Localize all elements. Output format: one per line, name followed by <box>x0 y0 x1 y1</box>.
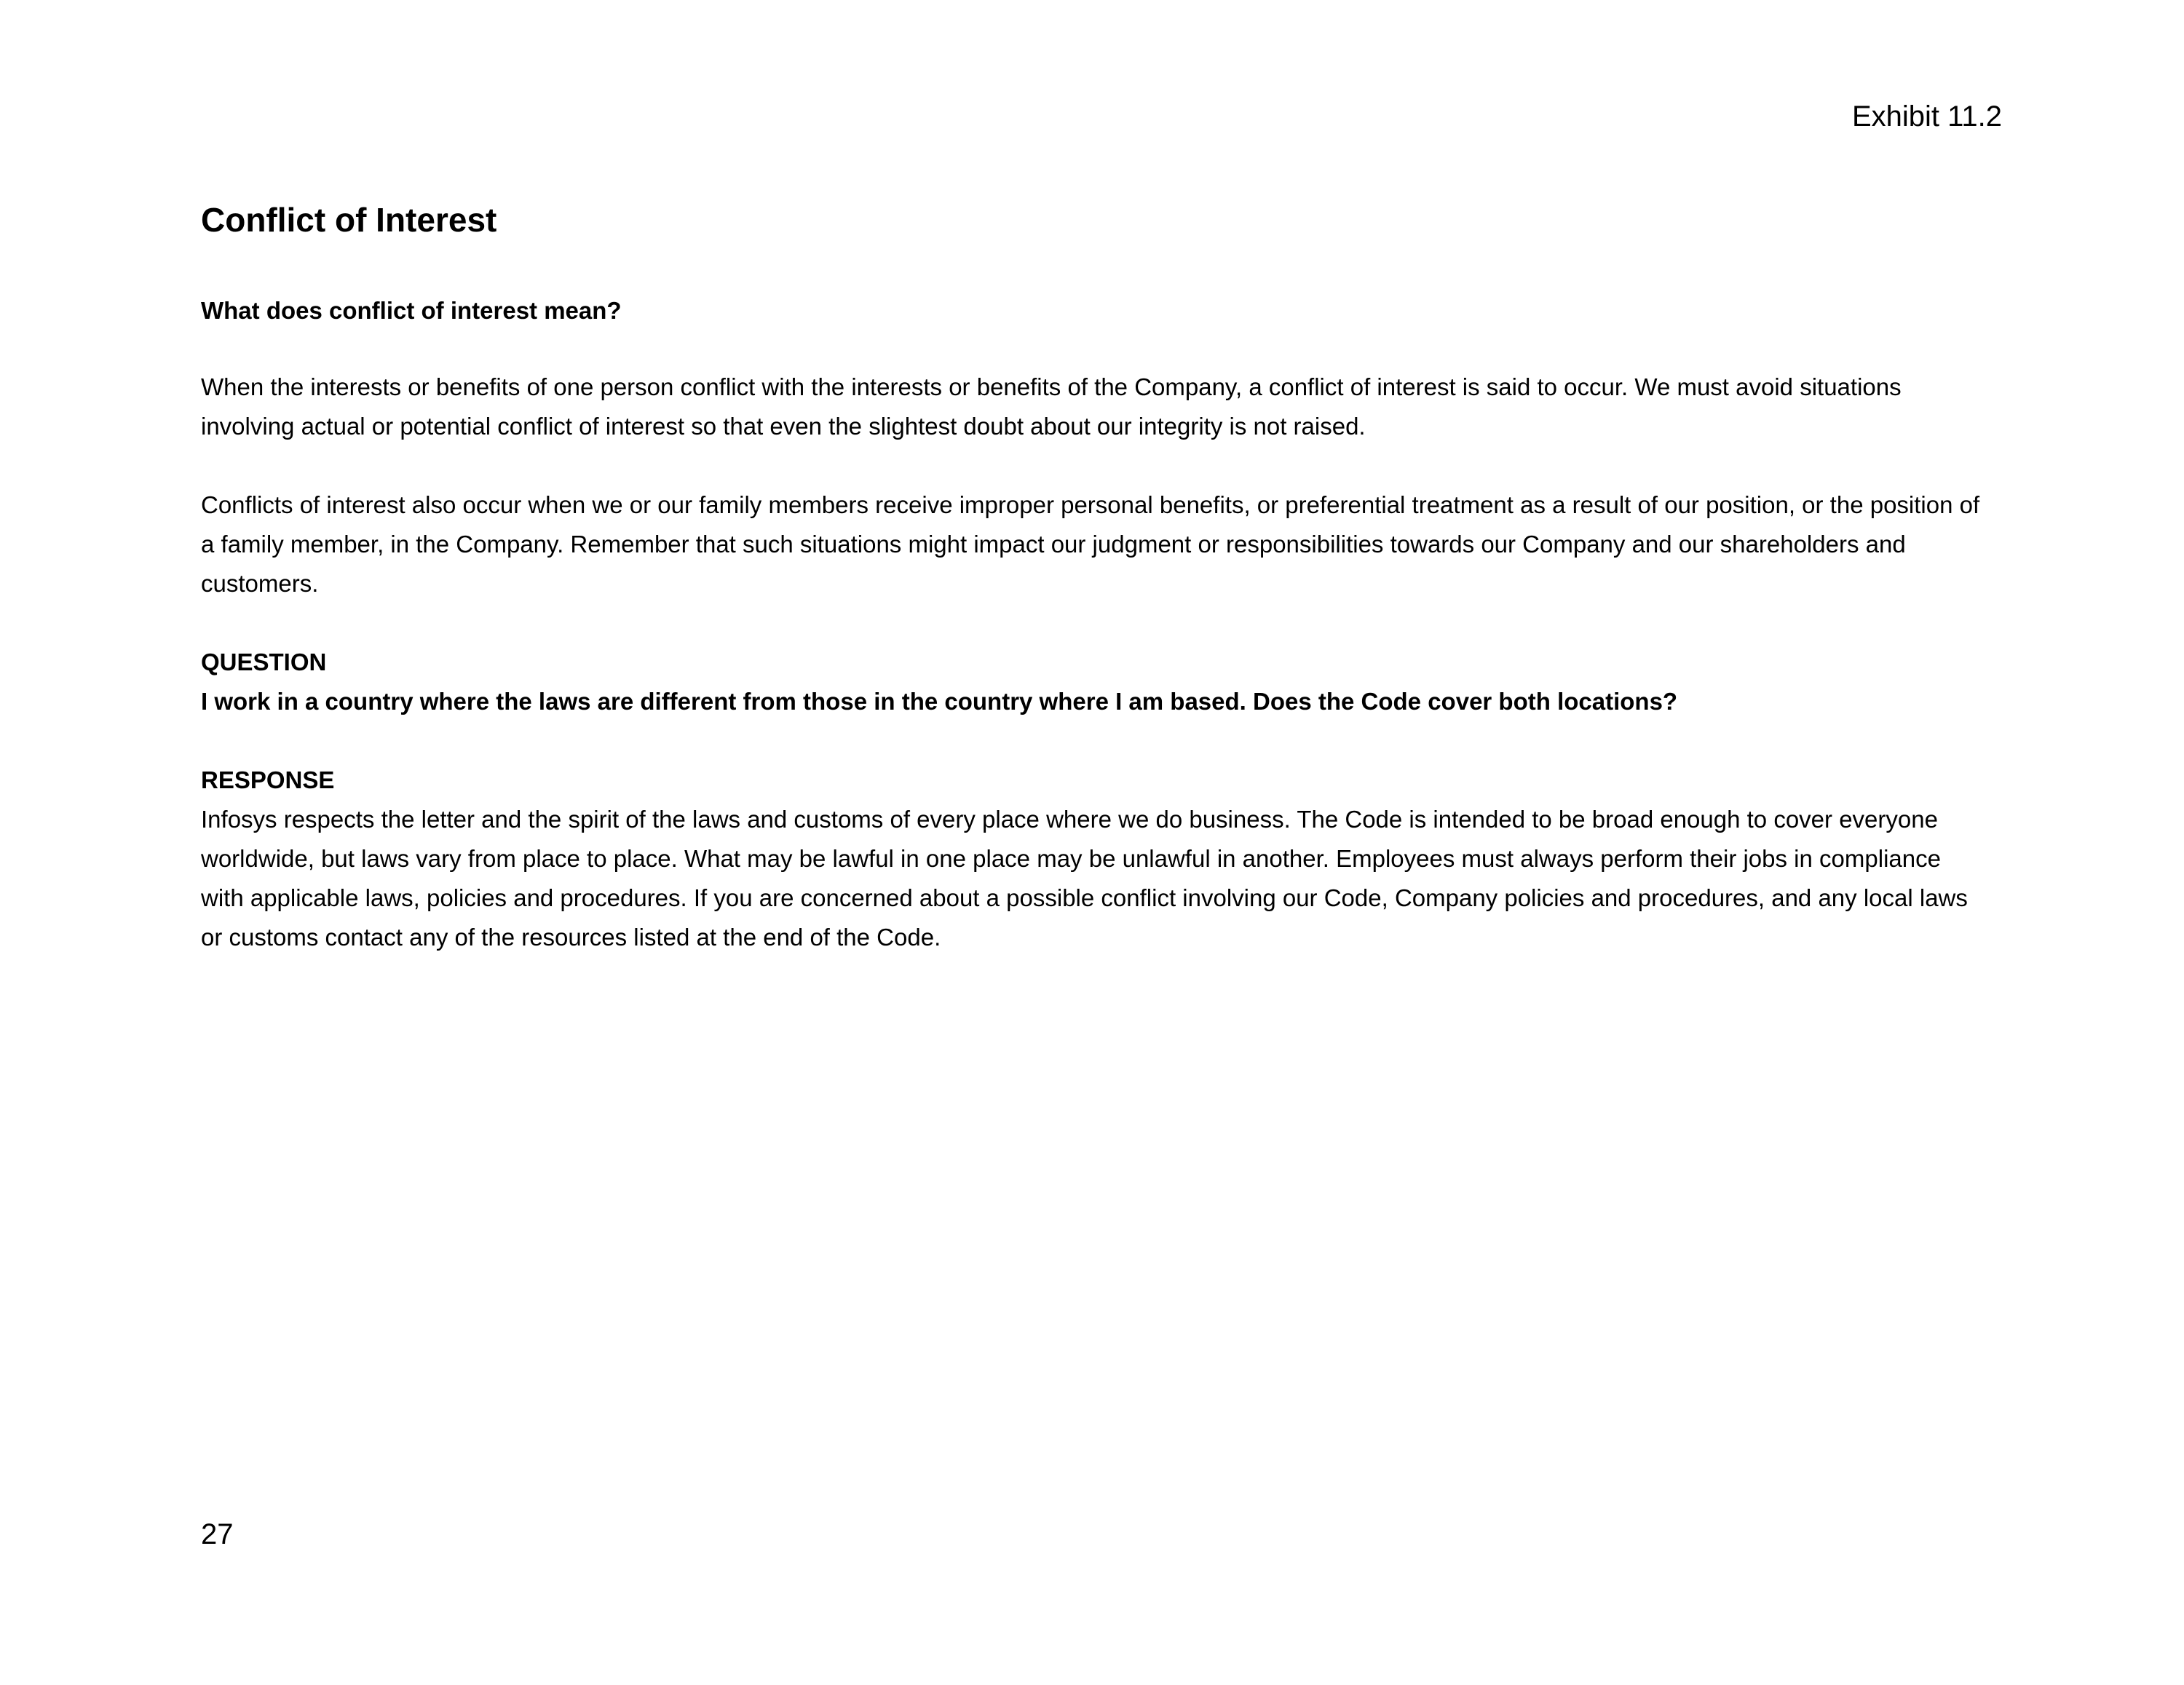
paragraph-1: When the interests or benefits of one person conflict with the interests or benefits of the Company, a conflict of interest is said to occur. We must avoid situations involving actual or potential conflict of interest so that even the slightest doubt about our integrity is not raised. <box>201 373 1902 440</box>
question-label: QUESTION <box>201 649 327 675</box>
response-text: Infosys respects the letter and the spirit of the laws and customs of every place where we do business. The Code is intended to be broad enough to cover everyone worldwide, but laws vary from place to place. What may be lawful in one place may be unlawful in another. Employees must always perform their jobs in compliance with applicable laws, policies and procedures. If you are concerned about a possible conflict involving our Code, Company policies and procedures, and any local laws or customs contact any of the resources listed at the end of the Code. <box>201 806 1968 951</box>
response-label: RESPONSE <box>201 766 335 793</box>
subheading: What does conflict of interest mean? <box>201 297 622 324</box>
exhibit-label: Exhibit 11.2 <box>1851 100 2002 132</box>
question-text: I work in a country where the laws are different from those in the country where I am based. Does the Code cover both locations? <box>201 688 1678 715</box>
page-title: Conflict of Interest <box>201 201 497 239</box>
page-number: 27 <box>201 1518 234 1550</box>
paragraph-2: Conflicts of interest also occur when we or our family members receive improper personal benefits, or preferential treatment as a result of our position, or the position of a family member, in the Company. Remember that such situations might impact our judgment or responsibilities towards our Company and our shareholders and customers. <box>201 491 1980 597</box>
